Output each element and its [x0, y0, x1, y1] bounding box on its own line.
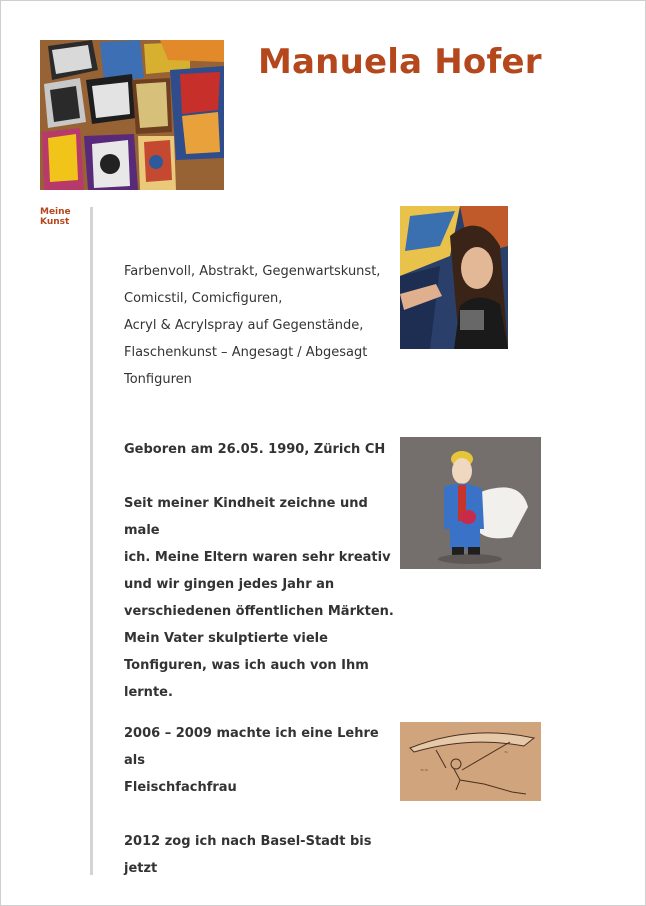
artworks-collage-photo: [40, 40, 224, 190]
bio-line: Tonfiguren, was ich auch von Ihm: [124, 658, 369, 673]
art-line: Tonfiguren: [124, 372, 192, 387]
art-line: Flaschenkunst – Angesagt / Abgesagt: [124, 345, 368, 360]
bio-line: und wir gingen jedes Jahr an: [124, 577, 335, 592]
bio-description: [124, 436, 394, 706]
art-line: Acryl & Acrylspray auf Gegenstände,: [124, 318, 364, 333]
spacer: [124, 463, 394, 490]
career-line: 2012 zog ich nach Basel-Stadt bis jetzt: [124, 834, 372, 876]
career-line: Fleischfachfrau: [124, 780, 237, 795]
art-line: Comicstil, Comicfiguren,: [124, 291, 283, 306]
vertical-divider: [90, 207, 93, 875]
art-description: [124, 258, 394, 393]
birth-info: Geboren am 26.05. 1990, Zürich CH: [124, 442, 386, 457]
hang-glider-drawing: [400, 722, 541, 801]
sidebar-label-line1: Meine: [40, 207, 71, 217]
sidebar-label: [40, 207, 80, 227]
page-title: Manuela Hofer: [258, 42, 542, 82]
svg-text:~~: ~~: [420, 768, 429, 774]
bio-line: Seit meiner Kindheit zeichne und male: [124, 496, 368, 538]
sidebar-label-line2: Kunst: [40, 217, 70, 227]
spacer: [124, 801, 394, 828]
artist-portrait-photo: [400, 206, 508, 349]
career-description: [124, 720, 394, 882]
bio-line: Mein Vater skulptierte viele: [124, 631, 328, 646]
career-line: 2006 – 2009 machte ich eine Lehre als: [124, 726, 379, 768]
clay-figure-photo: [400, 437, 541, 569]
art-line: Farbenvoll, Abstrakt, Gegenwartskunst,: [124, 264, 381, 279]
bio-line: verschiedenen öffentlichen Märkten.: [124, 604, 394, 619]
bio-line: lernte.: [124, 685, 173, 700]
bio-line: ich. Meine Eltern waren sehr kreativ: [124, 550, 391, 565]
svg-text:~: ~: [504, 750, 509, 756]
